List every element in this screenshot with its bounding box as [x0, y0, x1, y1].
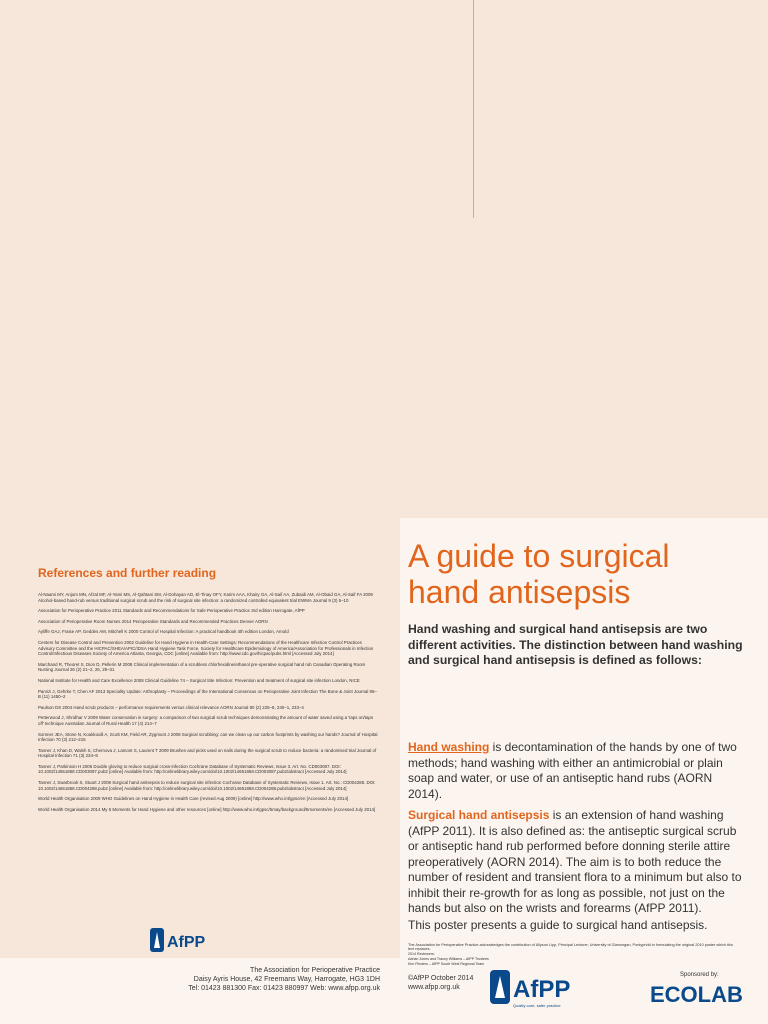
- association-contact: Tel: 01423 881300 Fax: 01423 880997 Web: www.afpp.org.uk: [188, 985, 380, 992]
- svg-text:Quality care, safer practice: Quality care, safer practice: [513, 1003, 561, 1008]
- copyright: ©AfPP October 2014: [408, 975, 474, 982]
- hand-washing-text: is decontamination of the hands by one of two methods; hand washing with either an antimicrobial or plain soap and water, or use of an antiseptic hand rubs (AORN 2014).: [408, 740, 737, 801]
- hand-washing-definition: [408, 740, 748, 802]
- reviewers-3: Kim Flinders – AfPP South West Regional Team: [408, 962, 485, 966]
- reference-item: Al-Naami MY, Anjum MN, Afzal MF, Al-Yami MS, Al-Qahtani SM, Al-Dohayan AD, El-Tinay OFY, Karim AAA, Khairy GA, Al-Saif AA, Zubaidi AM, Al-Obaid GA, Al-Saif FA 2009 Alcohol-based hand-rub versus traditional surgical scrub and the risk of surgical site infection: a randomized controlled equivalent trial EWMA Journal 9 (3) 5–10: [38, 592, 373, 603]
- references-list: [38, 592, 378, 817]
- column-divider: [473, 0, 474, 218]
- reference-item: Somner JEA, Stone N, Koukkoulli A, Scott KM, Field AR, Zygmunt J 2008 Surgical scrubbing: can we clean up our carbon footprints by washing our hands? Journal of Hospital Infection 70 (3) 212–215: [38, 731, 378, 743]
- hand-washing-term: Hand washing: [408, 740, 490, 754]
- svg-text:AfPP: AfPP: [167, 934, 206, 951]
- reviewers-1: 2014 Reviewers:: [408, 952, 435, 956]
- reference-item: National Institute for Health and Care Excellence 2008 Clinical Guideline 74 – Surgical Site Infection: Prevention and treatment of surgical site infection London, NICE: [38, 677, 360, 683]
- reference-item: Tanner J, Parkinson H 2006 Double gloving to reduce surgical cross-infection Cochrane Database of Systematic Reviews, Issue 3. Art. No. CD003087. DOI: 10.1002/14651858.CD003087.pub2 [online] Available from: http://onlinelibrary.wiley.com/doi/10.1002/14651858.CD003087.pub2/abstract [Accessed July 2014]: [38, 763, 347, 775]
- reference-item: World Health Organisation 2009 WHO Guidelines on Hand Hygiene in Health Care (revised Aug 2009) [online] http://www.who.int/gpsc/en [Accessed July 2014]: [38, 796, 349, 802]
- footer: [0, 958, 768, 1024]
- intro-text: Hand washing and surgical hand antisepsis are two different activities. The distinction between hand washing and surgical hand antisepsis is defined as follows:: [408, 622, 743, 668]
- reference-item: Petterwood J, Shridhar V 2009 Water conservation in surgery: a comparison of two surgical scrub techniques demonstrating the amount of water saved using a 'taps on/taps off' technique Australian Journal of Rural Health 17 (4) 214–7: [38, 715, 374, 726]
- sponsor-label: Sponsored by:: [680, 972, 719, 978]
- association-name: The Association for Perioperative Practice: [250, 967, 380, 974]
- antisepsis-term: Surgical hand antisepsis: [408, 808, 550, 822]
- reference-item: Ayliffe GAJ, Fraise AP, Geddes AM, Mitchell K 2000 Control of Hospital Infection: A practical handbook 4th edition London, Arnold: [38, 629, 289, 635]
- acknowledgement: The Association for Perioperative Practice acknowledges the contribution of Allyson Lipp, Principal Lecturer, University of Glamorgan, Pontypridd in formulating the original 2010 poster which this text replaces.: [408, 943, 734, 952]
- reference-item: Association of Perioperative Room Nurses 2014 Perioperative Standards and Recommended Practices Denver AORN: [38, 618, 268, 624]
- afpp-logo: [490, 966, 580, 1012]
- afpp-logo-small: [150, 926, 210, 956]
- reference-item: Association for Perioperative Practice 2011 Standards and Recommendations for Safe Perioperative Practice 3rd edition Harrogate, AfPP: [38, 608, 305, 614]
- reviewers-2: Adrian Jones and Tracey Williams – AfPP Trustees: [408, 957, 489, 961]
- reference-item: Tanner J, Swarbrook S, Stuart J 2008 Surgical hand antisepsis to reduce surgical site infection Cochrane Database of Systematic Reviews, Issue 1. Art. No.: CD004288. DOI: 10.1002/14651858.CD004288.pub2 [online] Available from: http://onlinelibrary.wiley.com/doi/10.1002/14651858.CD004288.pub2/abstract [Accessed July 2014]: [38, 780, 376, 791]
- main-title: A guide to surgical hand antisepsis: [408, 538, 670, 610]
- reference-item: Centers for Disease Control and Prevention 2002 Guideline for Hand Hygiene in Health-Care Settings: Recommendations of the Healthcare Infection Control Practices Advisory Committee and the HICPAC/SHEA/APIC/IDSA Hand Hygiene Task Force. Society for Healthcare Epidemiology of America/Association for Professionals in Infection Control/Infectious Diseases Society of America Atlanta, Georgia, CDC [online] Available from: http://www.cdc.gov/hicpac/pubs.html [Accessed July 2014]: [38, 639, 374, 657]
- reference-item: World Health Organisation 2014 My 5 Moments for Hand Hygiene and other resources [online] http://www.who.int/gpsc/5may/background/5moments/en [Accessed July 2014]: [38, 806, 376, 812]
- antisepsis-definition: [408, 808, 748, 917]
- reference-item: Marchand R, Theoret S, Dion D, Pellerin M 2008 Clinical implementation of a scrubless chlorhexidine/ethanol pre-operative surgical hand rub Canadian Operating Room Nursing Journal 26 (2) 21–2, 26, 29–31: [38, 661, 366, 673]
- reference-item: Paulson DS 2004 Hand scrub products – performance requirements versus clinical relevance AORN Journal 80 (2) 225–8, 230–1, 233–4: [38, 704, 304, 710]
- copyright-block: [408, 974, 473, 992]
- antisepsis-text: is an extension of hand washing (AfPP 2011). It is also defined as: the antiseptic surgical scrub or antiseptic hand rub performed before donning sterile attire preoperatively (AORN 2014). The aim is to both reduce the number of resident and transient flora to a minimum but also to inhibit their re-growth for as long as possible, not just on the hands but also on the wrists and forearms (AfPP 2011).: [408, 808, 742, 915]
- association-street: Daisy Ayris House, 42 Freemans Way, Harrogate, HG3 1DH: [193, 976, 380, 983]
- reference-item: Parvizi J, Gehrke T, Chen AF 2013 Speciality Update: Arthroplasty – Proceedings of the International Consensus on Perioperative Joint Infection The Bone & Joint Journal 95–B (11) 1450–2: [38, 688, 377, 700]
- ecolab-logo: ECOLAB: [650, 982, 743, 1007]
- association-address: [80, 966, 380, 993]
- intro-panel: [400, 518, 768, 958]
- closing-text: This poster presents a guide to surgical hand antisepsis.: [408, 918, 708, 932]
- references-title: References and further reading: [38, 566, 217, 580]
- svg-text:AfPP: AfPP: [513, 976, 571, 1003]
- website: www.afpp.org.uk: [408, 984, 460, 991]
- reference-item: Tanner J, Khan D, Walsh S, Chernova J, Lamont S, Laurent T 2009 Brushes and picks used on nails during the surgical scrub to reduce bacteria: a randomised trial Journal of Hospital Infection 71 (3) 234–8: [38, 747, 377, 759]
- references-panel: [0, 518, 400, 958]
